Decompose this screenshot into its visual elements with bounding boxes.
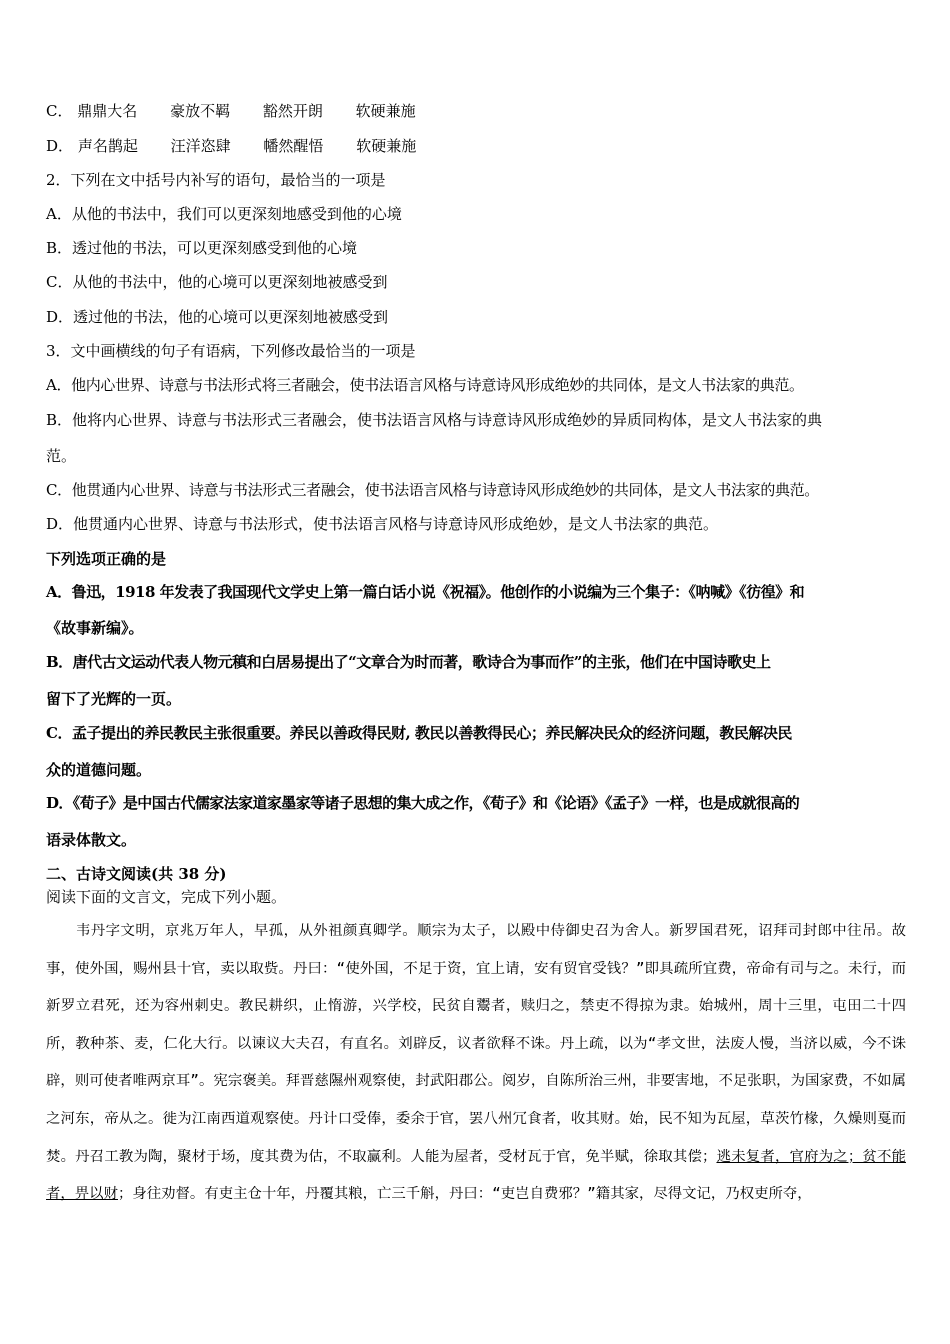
section-heading: 二、古诗文阅读(共 38 分)	[46, 865, 227, 883]
q4-option-b-line1: B．唐代古文运动代表人物元稹和白居易提出了“文章合为时而著，歌诗合为事而作”的主张，他们在中国诗歌史上	[46, 653, 771, 671]
q4-option-b-line2: 留下了光辉的一页。	[46, 690, 182, 708]
q2-option-c: C．从他的书法中，他的心境可以更深刻地被感受到	[46, 273, 388, 291]
q4-option-d-line1: D．《荀子》是中国古代儒家法家道家墨家等诸子思想的集大成之作，《荀子》和《论语》《孟子》一样，也是成就很高的	[46, 794, 800, 812]
q4-option-a-line2: 《故事新编》。	[46, 619, 144, 637]
q2-stem: 2．下列在文中括号内补写的语句，最恰当的一项是	[46, 171, 386, 189]
q4-option-c-line1: C．孟子提出的养民教民主张很重要。养民以善政得民财, 教民以善教得民心；养民解决民众的经济问题，教民解决民	[46, 724, 792, 742]
q2-option-d: D．透过他的书法，他的心境可以更深刻地被感受到	[46, 308, 389, 326]
q4-stem: 下列选项正确的是	[46, 550, 167, 568]
q2-option-a: A．从他的书法中，我们可以更深刻地感受到他的心境	[46, 205, 402, 223]
q1-option-c: C． 鼎鼎大名 豪放不羁 豁然开朗 软硬兼施	[46, 102, 416, 120]
q1-option-d: D． 声名鹊起 汪洋恣肆 幡然醒悟 软硬兼施	[46, 137, 417, 155]
classical-passage: 韦丹字文明，京兆万年人，早孤，从外祖颜真卿学。顺宗为太子，以殿中侍御史召为舍人。新罗国君死，诏拜司封郎中往吊。故事，使外国，赐州县十官，卖以取赀。丹曰：“使外国，不足于资，宜上请，安有贸官受钱？”即具疏所宜费，帝命有司与之。未行，而新罗立君死，还为容州刺史。教民耕织，止惰游，兴学校，民贫自鬻者，赎归之，禁吏不得掠为隶。始城州，周十三里，屯田二十四所，教种茶、麦，仁化大行。以谏议大夫召，有直名。刘辟反，议者欲释不诛。丹上疏，以为“孝文世，法废人慢，当济以威，今不诛辟，则可使者唯两京耳”。宪宗褒美。拜晋慈隰州观察使，封武阳郡公。阅岁，自陈所治三州，非要害地，不足张职，为国家费，不如属之河东，帝从之。徙为江南西道观察使。丹计口受俸，委余于官，罢八州冗食者，收其财。始，民不知为瓦屋，草茨竹椽，久燥则戛而焚。丹召工教为陶，聚材于场，度其费为估，不取赢利。人能为屋者，受材瓦于官，免半赋，徐取其偿；逃未复者，官府为之；贫不能者，畀以财；身往劝督。有吏主仓十年，丹覆其粮，亡三千斛，丹曰：“吏岂自费邪？”籍其家，尽得文记，乃权吏所夺，	[46, 923, 906, 1203]
q3-option-b-line2: 范。	[46, 447, 77, 465]
q3-option-c: C．他贯通内心世界、诗意与书法形式三者融会，使书法语言风格与诗意诗风形成绝妙的共同体，是文人书法家的典范。	[46, 481, 819, 499]
underlined-sentence: 逃未复者，官府为之；贫不能者，畀以财	[46, 1148, 906, 1203]
q4-option-a-line1: A．鲁迅，1918 年发表了我国现代文学史上第一篇白话小说《祝福》。他创作的小说编为三个集子：《呐喊》《彷徨》和	[46, 583, 805, 601]
q4-option-c-line2: 众的道德问题。	[46, 761, 152, 779]
q3-option-d: D．他贯通内心世界、诗意与书法形式，使书法语言风格与诗意诗风形成绝妙，是文人书法家的典范。	[46, 515, 719, 533]
q3-option-a: A．他内心世界、诗意与书法形式将三者融会，使书法语言风格与诗意诗风形成绝妙的共同体，是文人书法家的典范。	[46, 376, 804, 394]
q3-option-b-line1: B．他将内心世界、诗意与书法形式三者融会，使书法语言风格与诗意诗风形成绝妙的异质同构体，是文人书法家的典	[46, 411, 823, 429]
q3-stem: 3．文中画横线的句子有语病，下列修改最恰当的一项是	[46, 342, 416, 360]
q4-option-d-line2: 语录体散文。	[46, 831, 137, 849]
q2-option-b: B．透过他的书法，可以更深刻感受到他的心境	[46, 239, 358, 257]
section-instruction: 阅读下面的文言文，完成下列小题。	[46, 888, 287, 906]
